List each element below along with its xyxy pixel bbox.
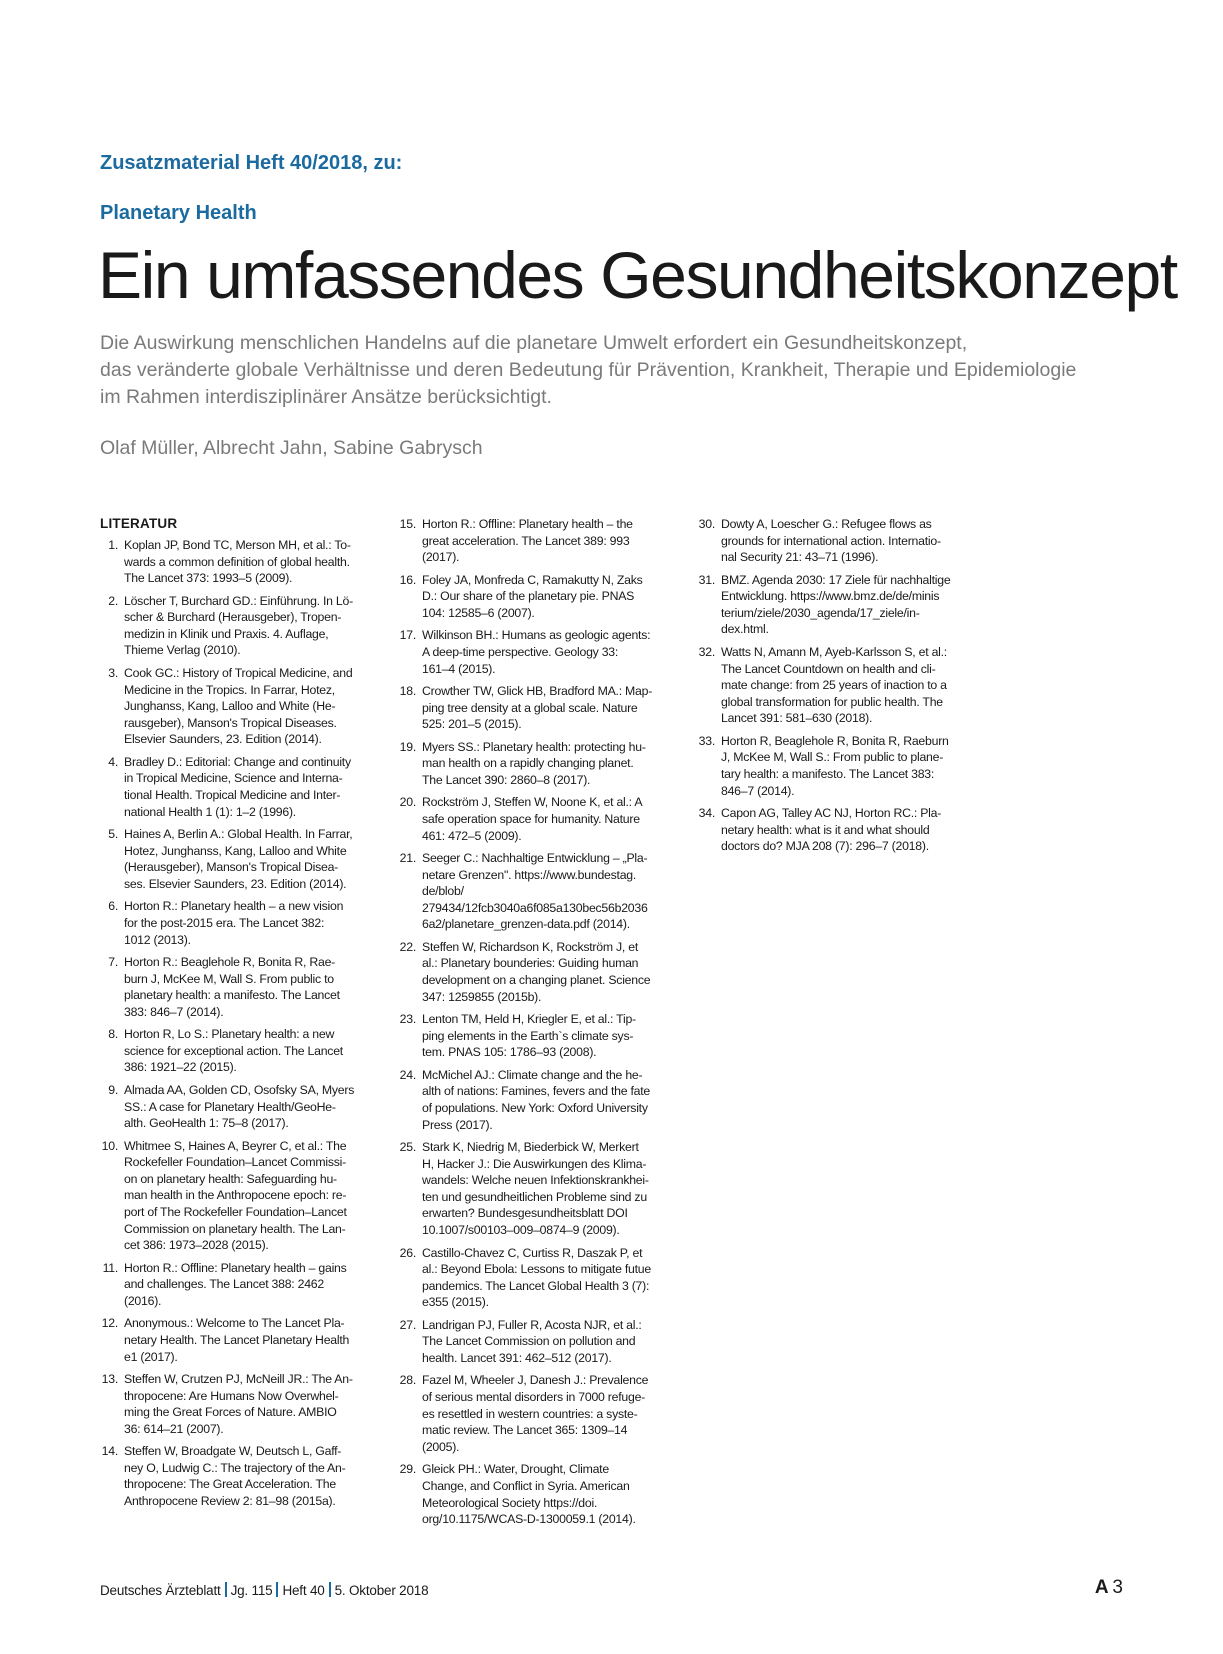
reference-item <box>100 1082 380 1132</box>
reference-line: McMichel AJ.: Climate change and the he- <box>422 1067 643 1082</box>
reference-line: tary health: a manifesto. The Lancet 383: <box>721 766 935 781</box>
reference-text <box>124 754 380 820</box>
reference-line: (2016). <box>124 1293 162 1308</box>
reference-line: Horton R.: Planetary health – a new vision <box>124 899 344 914</box>
reference-item <box>100 665 380 748</box>
reference-item <box>100 1138 380 1254</box>
reference-text <box>124 1082 380 1132</box>
reference-column-3 <box>697 516 977 861</box>
reference-item <box>697 733 977 799</box>
reference-line: Anonymous.: Welcome to The Lancet Pla- <box>124 1316 345 1331</box>
reference-list <box>697 516 977 855</box>
reference-line: Wilkinson BH.: Humans as geologic agents: <box>422 628 651 643</box>
reference-line: org/10.1175/WCAS-D-1300059.1 (2014). <box>422 1512 636 1527</box>
reference-line: 6a2/planetare_grenzen-data.pdf (2014). <box>422 917 630 932</box>
reference-line: doctors do? MJA 208 (7): 296–7 (2018). <box>721 839 929 854</box>
reference-number: 33. <box>698 733 715 748</box>
reference-item <box>697 805 977 855</box>
reference-line: Rockström J, Steffen W, Noone K, et al.: A <box>422 795 643 810</box>
reference-item <box>398 850 678 933</box>
reference-line: Lenton TM, Held H, Kriegler E, et al.: Tip- <box>422 1012 636 1027</box>
reference-text <box>422 1067 678 1133</box>
reference-number: 23. <box>399 1012 416 1027</box>
reference-line: on on planetary health: Safeguarding hu- <box>124 1171 337 1186</box>
reference-number: 17. <box>399 628 416 643</box>
reference-line: Almada AA, Golden CD, Osofsky SA, Myers <box>124 1082 355 1097</box>
reference-number: 30. <box>698 517 715 531</box>
reference-line: (2005). <box>422 1439 460 1454</box>
reference-item <box>697 572 977 638</box>
reference-line: dex.html. <box>721 622 769 637</box>
reference-text <box>124 593 380 659</box>
literature-heading: LITERATUR <box>100 516 178 531</box>
reference-line: cet 386: 1973–2028 (2015). <box>124 1238 269 1253</box>
reference-item <box>100 1026 380 1076</box>
reference-line: safe operation space for humanity. Nature <box>422 811 640 826</box>
reference-line: 279434/12fcb3040a6f085a130bec56b2036 <box>422 900 648 915</box>
reference-line: health. Lancet 391: 462–512 (2017). <box>422 1351 612 1365</box>
reference-line: Change, and Conflict in Syria. American <box>422 1478 630 1493</box>
lead-line: das veränderte globale Verhältnisse und deren Bedeutung für Prävention, Krankheit, Therapie und Epidemiologie <box>100 359 1077 381</box>
reference-item <box>398 739 678 789</box>
reference-line: Bradley D.: Editorial: Change and continuity <box>124 754 351 769</box>
reference-item <box>100 754 380 820</box>
reference-text <box>422 850 678 933</box>
reference-line: Rockefeller Foundation–Lancet Commissi- <box>124 1155 346 1170</box>
reference-number: 7. <box>108 955 118 969</box>
reference-text <box>422 683 678 733</box>
issue-date: 5. Oktober 2018 <box>334 1583 429 1598</box>
reference-item <box>398 572 678 622</box>
reference-number: 6. <box>108 899 118 914</box>
reference-line: Horton R.: Offline: Planetary health – gains <box>124 1260 347 1275</box>
reference-number: 15. <box>399 517 416 531</box>
reference-item <box>697 516 977 566</box>
reference-text <box>124 537 380 587</box>
reference-number: 10. <box>101 1138 118 1153</box>
reference-item <box>100 1315 380 1365</box>
reference-text <box>124 1443 380 1509</box>
reference-text <box>422 1317 678 1367</box>
reference-line: Horton R.: Offline: Planetary health – the <box>422 517 633 531</box>
reference-line: pandemics. The Lancet Global Health 3 (7): <box>422 1278 650 1293</box>
lead-line: Die Auswirkung menschlichen Handelns auf die planetare Umwelt erfordert ein Gesundheitskonzept, <box>100 332 968 354</box>
reference-list <box>398 516 678 1528</box>
reference-line: Steffen W, Crutzen PJ, McNeill JR.: The An- <box>124 1372 353 1386</box>
reference-line: development on a changing planet. Science <box>422 973 651 988</box>
reference-item <box>398 1011 678 1061</box>
reference-line: ping elements in the Earth`s climate sys- <box>422 1028 634 1043</box>
reference-line: (Herausgeber), Manson's Tropical Disea- <box>124 860 339 875</box>
reference-line: The Lancet Countdown on health and cli- <box>721 661 936 676</box>
reference-text <box>124 1371 380 1437</box>
journal-issue: Heft 40 <box>282 1583 325 1598</box>
footer-separator <box>329 1582 331 1597</box>
page-number-value: 3 <box>1112 1577 1123 1598</box>
reference-line: 461: 472–5 (2009). <box>422 828 522 843</box>
reference-text <box>124 1260 380 1310</box>
lead-paragraph <box>100 330 1160 411</box>
reference-number: 29. <box>399 1462 416 1477</box>
reference-line: 161–4 (2015). <box>422 661 496 676</box>
reference-line: 525: 201–5 (2015). <box>422 717 522 732</box>
journal-name: Deutsches Ärzteblatt <box>100 1583 221 1598</box>
reference-line: Horton R, Lo S.: Planetary health: a new <box>124 1027 335 1042</box>
reference-line: great acceleration. The Lancet 389: 993 <box>422 533 630 548</box>
reference-line: rausgeber), Manson's Tropical Diseases. <box>124 715 337 730</box>
reference-item <box>398 1245 678 1311</box>
reference-text <box>422 516 678 566</box>
reference-text <box>422 1461 678 1527</box>
reference-line: medizin in Klinik und Praxis. 4. Auflage, <box>124 626 329 641</box>
reference-line: Fazel M, Wheeler J, Danesh J.: Prevalence <box>422 1373 649 1388</box>
reference-line: Landrigan PJ, Fuller R, Acosta NJR, et al.: <box>422 1317 642 1332</box>
reference-line: D.: Our share of the planetary pie. PNAS <box>422 589 635 604</box>
reference-text <box>124 954 380 1020</box>
reference-line: thropocene: The Great Acceleration. The <box>124 1477 336 1492</box>
reference-line: Watts N, Amann M, Ayeb-Karlsson S, et al.: <box>721 644 947 659</box>
reference-number: 2. <box>108 593 118 608</box>
reference-item <box>398 1372 678 1455</box>
reference-line: alth of nations: Famines, fevers and the fate <box>422 1084 650 1099</box>
reference-number: 1. <box>108 538 118 552</box>
reference-line: The Lancet 373: 1993–5 (2009). <box>124 571 293 586</box>
reference-line: A deep-time perspective. Geology 33: <box>422 644 619 659</box>
reference-line: Horton R, Beaglehole R, Bonita R, Raeburn <box>721 733 949 748</box>
reference-line: mate change: from 25 years of inaction to a <box>721 678 947 693</box>
reference-line: 36: 614–21 (2007). <box>124 1421 224 1436</box>
reference-line: port of The Rockefeller Foundation–Lancet <box>124 1204 347 1219</box>
reference-line: Gleick PH.: Water, Drought, Climate <box>422 1462 609 1477</box>
reference-number: 34. <box>698 806 715 821</box>
reference-line: Stark K, Niedrig M, Biederbick W, Merkert <box>422 1140 639 1155</box>
reference-number: 8. <box>108 1027 118 1042</box>
reference-line: erwarten? Bundesgesundheitsblatt DOI <box>422 1206 628 1221</box>
reference-line: SS.: A case for Planetary Health/GeoHe- <box>124 1099 336 1114</box>
reference-line: Koplan JP, Bond TC, Merson MH, et al.: To- <box>124 538 351 552</box>
reference-line: al.: Planetary bounderies: Guiding human <box>422 956 639 971</box>
reference-line: netary health: what is it and what should <box>721 822 930 837</box>
reference-number: 16. <box>399 572 416 587</box>
reference-line: national Health 1 (1): 1–2 (1996). <box>124 804 296 819</box>
reference-number: 4. <box>108 754 118 769</box>
reference-item <box>398 794 678 844</box>
reference-text <box>422 1139 678 1239</box>
reference-item <box>100 537 380 587</box>
reference-line: Capon AG, Talley AC NJ, Horton RC.: Pla- <box>721 806 942 821</box>
reference-line: terium/ziele/2030_agenda/17_ziele/in- <box>721 605 920 620</box>
reference-text <box>422 1011 678 1061</box>
reference-line: 10.1007/s00103–009–0874–9 (2009). <box>422 1223 620 1238</box>
reference-line: Thieme Verlag (2010). <box>124 643 241 658</box>
footer-separator <box>276 1582 278 1597</box>
reference-line: e1 (2017). <box>124 1349 178 1364</box>
reference-line: Junghanss, Kang, Lalloo and White (He- <box>124 699 336 714</box>
reference-number: 32. <box>698 644 715 659</box>
reference-line: man health on a rapidly changing planet. <box>422 756 634 771</box>
reference-line: The Lancet 390: 2860–8 (2017). <box>422 772 591 787</box>
reference-number: 24. <box>399 1067 416 1082</box>
reference-line: netare Grenzen". https://www.bundestag. <box>422 867 637 882</box>
reference-line: 386: 1921–22 (2015). <box>124 1060 237 1075</box>
reference-number: 31. <box>698 572 715 587</box>
reference-text <box>721 644 977 727</box>
page-number <box>1095 1577 1123 1599</box>
reference-number: 5. <box>108 827 118 842</box>
reference-line: es resettled in western countries: a syste- <box>422 1406 638 1421</box>
reference-item <box>398 683 678 733</box>
reference-line: 383: 846–7 (2014). <box>124 1004 224 1019</box>
reference-line: of serious mental disorders in 7000 refuge- <box>422 1390 646 1405</box>
reference-line: Entwicklung. https://www.bmz.de/de/minis <box>721 589 940 604</box>
reference-text <box>124 826 380 892</box>
reference-column-1 <box>100 516 380 1516</box>
reference-line: science for exceptional action. The Lancet <box>124 1043 343 1058</box>
reference-line: (2017). <box>422 550 460 565</box>
reference-line: Press (2017). <box>422 1117 493 1132</box>
reference-column-2 <box>398 516 678 1534</box>
reference-text <box>124 898 380 948</box>
reference-number: 25. <box>399 1140 416 1155</box>
reference-line: burn J, McKee M, Wall S. From public to <box>124 971 334 986</box>
reference-line: H, Hacker J.: Die Auswirkungen des Klima- <box>422 1156 647 1171</box>
reference-list <box>100 537 380 1510</box>
page-prefix: A <box>1094 1577 1109 1598</box>
reference-line: Elsevier Saunders, 23. Edition (2014). <box>124 732 322 747</box>
reference-line: Foley JA, Monfreda C, Ramakutty N, Zaks <box>422 572 643 587</box>
reference-number: 20. <box>399 795 416 810</box>
lead-line: im Rahmen interdisziplinärer Ansätze berücksichtigt. <box>100 386 552 408</box>
reference-text <box>422 572 678 622</box>
reference-number: 13. <box>101 1372 118 1386</box>
reference-line: Hotez, Junghanss, Kang, Lalloo and White <box>124 843 347 858</box>
footer-separator <box>225 1582 227 1597</box>
supplement-label: Zusatzmaterial Heft 40/2018, zu: <box>100 152 403 174</box>
reference-number: 28. <box>399 1373 416 1388</box>
reference-number: 11. <box>102 1260 118 1275</box>
reference-number: 26. <box>399 1245 416 1260</box>
reference-line: Cook GC.: History of Tropical Medicine, and <box>124 665 353 680</box>
reference-line: tional Health. Tropical Medicine and Inter- <box>124 787 341 802</box>
reference-line: Dowty A, Loescher G.: Refugee flows as <box>721 517 932 531</box>
reference-line: Medicine in the Tropics. In Farrar, Hotez, <box>124 682 335 697</box>
reference-item <box>398 1461 678 1527</box>
reference-text <box>721 733 977 799</box>
reference-text <box>124 665 380 748</box>
reference-line: 846–7 (2014). <box>721 783 795 798</box>
reference-line: Löscher T, Burchard GD.: Einführung. In Lö- <box>124 593 353 608</box>
reference-item <box>398 627 678 677</box>
reference-line: of populations. New York: Oxford University <box>422 1101 648 1116</box>
reference-line: nal Security 21: 43–71 (1996). <box>721 550 879 565</box>
reference-number: 14. <box>101 1444 118 1459</box>
reference-number: 3. <box>108 665 118 680</box>
section-kicker: Planetary Health <box>100 202 257 224</box>
reference-line: ses. Elsevier Saunders, 23. Edition (2014). <box>124 876 347 891</box>
reference-item <box>100 1371 380 1437</box>
reference-line: man health in the Anthropocene epoch: re- <box>124 1188 347 1203</box>
reference-text <box>124 1315 380 1365</box>
reference-item <box>100 1443 380 1509</box>
reference-line: 104: 12585–6 (2007). <box>422 605 535 620</box>
reference-item <box>100 593 380 659</box>
reference-line: ten und gesundheitlichen Probleme sind zu <box>422 1189 647 1204</box>
reference-item <box>100 898 380 948</box>
reference-text <box>124 1138 380 1254</box>
reference-line: 1012 (2013). <box>124 932 191 947</box>
reference-line: and challenges. The Lancet 388: 2462 <box>124 1277 324 1292</box>
reference-line: wandels: Welche neuen Infektionskrankhei- <box>422 1173 649 1188</box>
reference-number: 12. <box>101 1316 118 1331</box>
reference-text <box>721 572 977 638</box>
reference-line: ney O, Ludwig C.: The trajectory of the An- <box>124 1460 346 1475</box>
reference-number: 27. <box>399 1317 416 1332</box>
reference-item <box>398 939 678 1005</box>
reference-line: Steffen W, Richardson K, Rockström J, et <box>422 939 638 954</box>
reference-line: planetary health: a manifesto. The Lancet <box>124 988 340 1003</box>
reference-line: Seeger C.: Nachhaltige Entwicklung – „Pla- <box>422 851 648 866</box>
reference-item <box>100 1260 380 1310</box>
reference-line: grounds for international action. Internatio- <box>721 533 941 548</box>
reference-number: 9. <box>108 1082 118 1097</box>
reference-number: 21. <box>399 851 416 866</box>
reference-line: e355 (2015). <box>422 1295 489 1310</box>
reference-line: tem. PNAS 105: 1786–93 (2008). <box>422 1045 597 1060</box>
reference-line: global transformation for public health. The <box>721 694 943 709</box>
reference-item <box>398 1317 678 1367</box>
reference-line: for the post-2015 era. The Lancet 382: <box>124 915 325 930</box>
reference-number: 18. <box>399 684 416 699</box>
reference-line: in Tropical Medicine, Science and Interna- <box>124 771 343 786</box>
authors: Olaf Müller, Albrecht Jahn, Sabine Gabrysch <box>100 437 483 459</box>
reference-number: 19. <box>399 739 416 754</box>
reference-item <box>398 1139 678 1239</box>
reference-line: al.: Beyond Ebola: Lessons to mitigate futue <box>422 1262 651 1277</box>
reference-text <box>422 794 678 844</box>
reference-line: 347: 1259855 (2015b). <box>422 989 542 1004</box>
reference-text <box>422 627 678 677</box>
reference-line: Castillo-Chavez C, Curtiss R, Daszak P, et <box>422 1245 643 1260</box>
reference-line: BMZ. Agenda 2030: 17 Ziele für nachhaltige <box>721 572 951 587</box>
reference-line: matic review. The Lancet 365: 1309–14 <box>422 1423 628 1438</box>
reference-text <box>422 1372 678 1455</box>
reference-line: The Lancet Commission on pollution and <box>422 1334 636 1349</box>
reference-line: Horton R.: Beaglehole R, Bonita R, Rae- <box>124 955 336 969</box>
reference-line: ming the Great Forces of Nature. AMBIO <box>124 1405 337 1420</box>
reference-line: thropocene: Are Humans Now Overwhel- <box>124 1388 339 1403</box>
reference-text <box>721 516 977 566</box>
reference-item <box>398 1067 678 1133</box>
reference-line: Lancet 391: 581–630 (2018). <box>721 711 873 726</box>
reference-line: Myers SS.: Planetary health: protecting hu- <box>422 739 646 754</box>
reference-line: Commission on planetary health. The Lan- <box>124 1221 346 1236</box>
reference-line: J, McKee M, Wall S.: From public to plane- <box>721 750 944 765</box>
reference-text <box>721 805 977 855</box>
reference-line: Anthropocene Review 2: 81–98 (2015a). <box>124 1494 336 1509</box>
reference-line: de/blob/ <box>422 884 464 899</box>
page-footer <box>100 1582 428 1598</box>
reference-number: 22. <box>399 939 416 954</box>
journal-volume: Jg. 115 <box>230 1583 273 1598</box>
reference-line: ping tree density at a global scale. Nature <box>422 700 638 715</box>
reference-line: Whitmee S, Haines A, Beyrer C, et al.: The <box>124 1138 347 1153</box>
reference-item <box>697 644 977 727</box>
reference-line: netary Health. The Lancet Planetary Health <box>124 1332 350 1347</box>
reference-item <box>100 826 380 892</box>
reference-item <box>398 516 678 566</box>
reference-text <box>422 1245 678 1311</box>
reference-line: Haines A, Berlin A.: Global Health. In Farrar, <box>124 827 353 842</box>
reference-line: scher & Burchard (Herausgeber), Tropen- <box>124 610 342 625</box>
reference-text <box>422 739 678 789</box>
reference-line: Meteorological Society https://doi. <box>422 1495 598 1510</box>
page-title: Ein umfassendes Gesundheitskonzept <box>98 238 1177 312</box>
reference-line: alth. GeoHealth 1: 75–8 (2017). <box>124 1116 289 1131</box>
reference-line: Steffen W, Broadgate W, Deutsch L, Gaff- <box>124 1444 342 1459</box>
reference-line: wards a common definition of global health. <box>124 554 350 569</box>
reference-line: Crowther TW, Glick HB, Bradford MA.: Map- <box>422 684 653 699</box>
reference-item <box>100 954 380 1020</box>
reference-text <box>124 1026 380 1076</box>
reference-text <box>422 939 678 1005</box>
